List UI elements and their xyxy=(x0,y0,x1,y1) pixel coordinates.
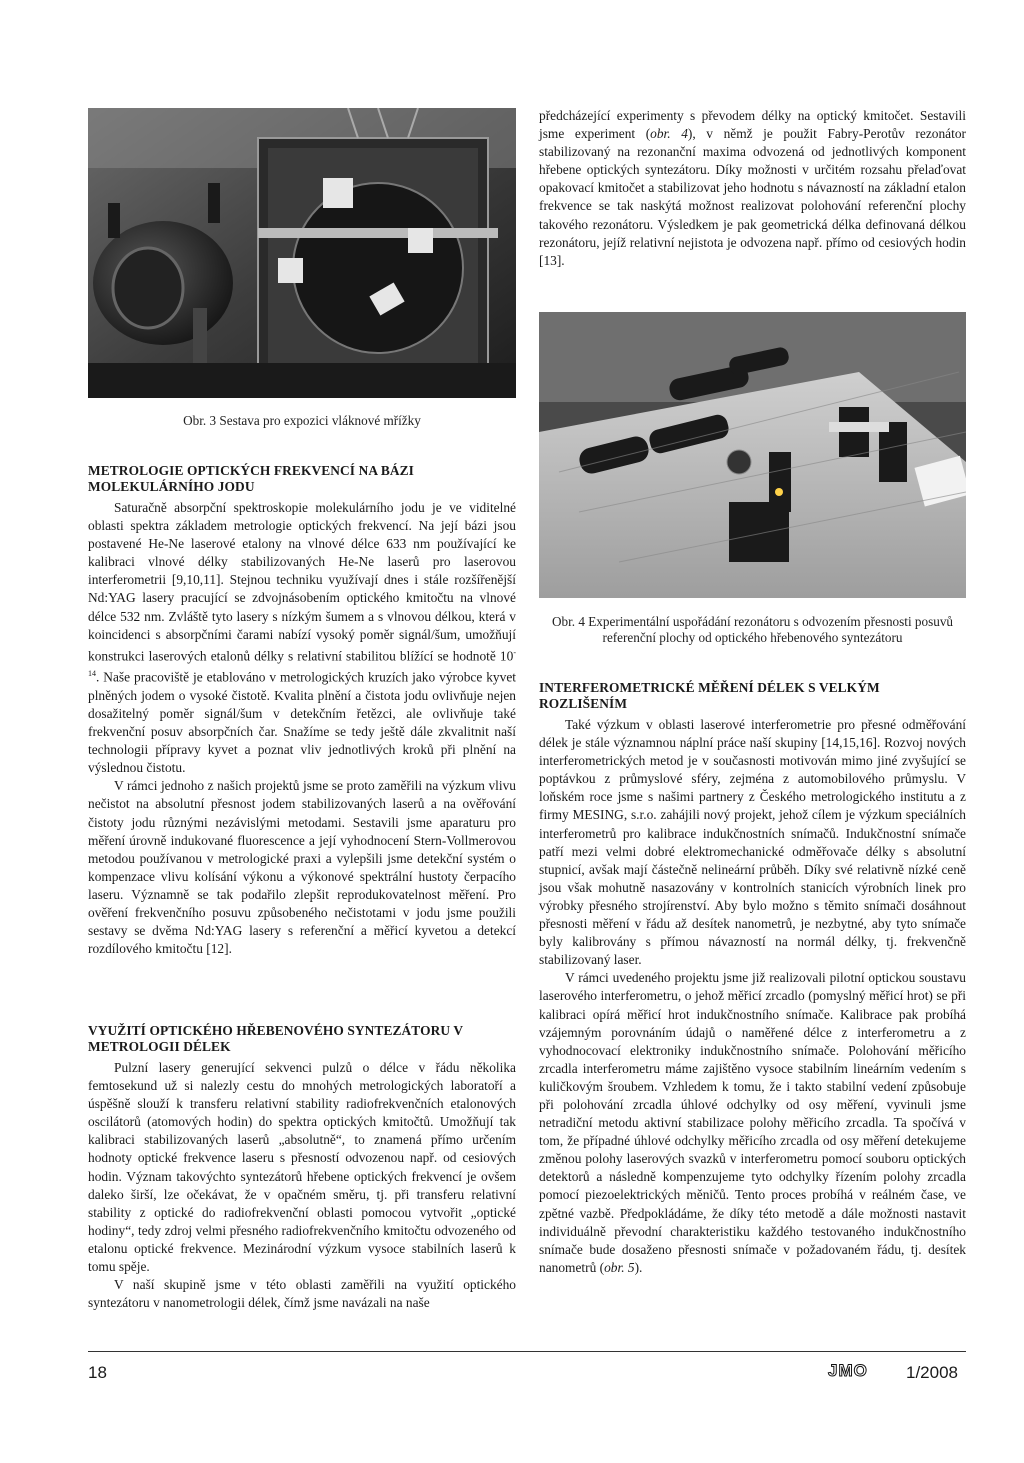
paragraph: Pulzní lasery generující sekvenci pulzů o délce v řádu několika femtosekund už si nalezly cestu do mnohých metrologických laboratoří a úspěšně slouží k transferu relativní stability radiofrekvenčních etalonových oscilátorů (atomových hodin) do spektra optických kmitočtů. Umožňují tak kalibraci stabilizovaných laserů „absolutně“, to znamená přímo určením hodnoty optické frekvence laseru s přesností odvozenou např. od cesiových hodin. Význam takovýchto syntezátorů hřebene optických frekvencí je ovšem daleko širší, lze očekávat, že v opačném směru, tj. při transferu relativní stability z optické do radiofrekvenční oblasti pomocou vytvořit „optické hodiny“, tedy zdroj velmi přesného radiofrekvenčního kmitočtu odvozeného od etalonu optické frekvence. Mezinárodní výzkum vysoce stabilních laserů k tomu spěje. xyxy=(88,1060,516,1275)
page-number: 18 xyxy=(88,1363,107,1382)
section-heading-iodine: METROLOGIE OPTICKÝCH FREKVENCÍ NA BÁZI MOLEKULÁRNÍHO JODU xyxy=(88,463,414,494)
section-heading-interferometry: INTERFEROMETRICKÉ MĚŘENÍ DÉLEK S VELKÝM ROZLIŠENÍM xyxy=(539,680,880,711)
section-heading-comb: VYUŽITÍ OPTICKÉHO HŘEBENOVÉHO SYNTEZÁTORU V METROLOGII DÉLEK xyxy=(88,1023,463,1054)
superscript: -14 xyxy=(88,647,516,679)
section-body-comb-continued xyxy=(539,107,966,270)
paragraph-text: předcházející experimenty s převodem délky na optický kmitočet. Sestavili jsme experiment ( xyxy=(539,108,966,142)
paragraph-text: ). xyxy=(634,1259,643,1275)
paragraph xyxy=(88,499,516,777)
journal-logo: JMO xyxy=(828,1361,868,1380)
paragraph: V naší skupině jsme v této oblasti zaměřili na využití optického syntezátoru v nanometrologii délek, čímž jsme navázali na naše xyxy=(88,1277,516,1311)
figure-reference: obr. 5 xyxy=(604,1259,635,1275)
paragraph-text: Saturačně absorpční spektroskopie molekulárního jodu je ve viditelné oblasti spektra základem metrologie optických frekvencí. Na její bázi jsou postavené He-Ne laserové etalony na vlnové délce 633 nm používající ke kalibraci vlnové délky stabilizovaných He-Ne laserů pro laserovou interferometrii [9,10,11]. Stejnou techniku využívají dnes i stále rozšířenější Nd:YAG lasery pracující se zdvojnásobením optického kmitočtu na vlnové délce 532 nm. Zvláště tyto lasery s nízkým šumem a s vlnovou délkou, která v koincidenci s absorpčními čarami nabízí vysoký poměr signál/šum, umožňují konstrukci laserových etalonů délky s relativní stabilitou blížící se hodnotě 10 xyxy=(88,500,516,664)
paragraph xyxy=(539,107,966,270)
section-body-interferometry xyxy=(539,716,966,1277)
section-body-comb xyxy=(88,1059,516,1312)
footer-rule xyxy=(88,1351,966,1352)
issue-number: 1/2008 xyxy=(906,1363,958,1382)
paragraph: Také výzkum v oblasti laserové interferometrie pro přesné odměřování délek je stále významnou náplní práce naší skupiny [14,15,16]. Rozvoj nových interferometrických metod je v současnosti motivován mimo jiné zvyšující se poptávkou z průmyslové sféry, zejména z automobilového průmyslu. V loňském roce jsme s našimi partnery z Českého metrologického institutu a z firmy MESING, s.r.o. zahájili nový projekt, jehož cílem je výzkum speciálních interferometrů pro kalibrace indukčnostních snímačů. Indukčnostní snímače patří mezi velmi dobré elektromechanické odměřovače délky s absolutní stupnicí, avšak mají částečně nelineární průběh. Díky své relativně nízké ceně jsou však mohutně nasazovány v kontrolních stanicích výrobních linek pro výrobky přesného strojírenství. Aby bylo možno s těmito snímači dosáhnout přesnosti měření v řádu až desítek nanometrů, je nezbytné, aby tyto snímače byly kalibrovány s přímou návazností na normál délky, tj. frekvenčně stabilizovaný laser. xyxy=(539,717,966,968)
figure-4-caption: Obr. 4 Experimentální uspořádání rezonátoru s odvozením přesnosti posuvů referenční plochy od optického hřebenového syntezátoru xyxy=(551,614,954,645)
figure-3-caption: Obr. 3 Sestava pro expozici vláknové mřížky xyxy=(183,413,421,428)
figure-3-photo xyxy=(88,108,516,398)
paragraph xyxy=(539,969,966,1277)
figure-4-photo xyxy=(539,312,966,598)
figure-reference: obr. 4 xyxy=(650,126,688,142)
paragraph-text: ), v němž je použit Fabry-Perotův rezonátor stabilizovaný na rezonanční maxima odvozená od jednotlivých komponent hřebene optických syntezátoru. Díky možnosti v určitém rozsahu přelaďovat opakovací kmitočet a stabilizovat jeho hodnotu s návazností na základní etalon frekvence se tak naskýtá možnost realizovat polohování referenční plochy takového rezonátoru. Výsledkem je pak geometrická délka definovaná délkou rezonátoru, jejíž relativní nejistota je odvozena např. přímo od cesiových hodin [13]. xyxy=(539,126,966,268)
paragraph-text: . Naše pracoviště je etablováno v metrologických kruzích jako výrobce kyvet plněných jodem o vysoké čistotě. Kvalita plnění a čistota jodu ovlivňuje nejen dosažitelný poměr signál/šum v detekčním řetězci, ale ovlivňuje také frekvenční posuv absorpčních čar. Snažíme se tedy ještě dále zkvalitnit naší technologii přípravy kyvet a poznat vliv jednotlivých kroků při plnění na výslednou čistotu. xyxy=(88,669,516,776)
paragraph: V rámci jednoho z našich projektů jsme se proto zaměřili na výzkum vlivu nečistot na absolutní přesnost jodem stabilizovaných laserů a na ověřování čistoty jodu různými nezávislými metodami. Sestavili jsme aparaturu pro měření úrovně indukované fluorescence a její vyhodnocení Stern-Vollmerovou metodou používanou v metrologické praxi a vylepšili jsme detekční systém o kompenzace vlivu kolísání výkonu a výkonové spektrální hustoty čerpacího laseru. Významně se tak podařilo zlepšit reprodukovatelnost měření. Pro ověření frekvenčního posuvu způsobeného nečistotami v jodu jsme použili sestavy se dvěma Nd:YAG lasery s referenční a měřicí kyvetou a detekcí rozdílového kmitočtu [12]. xyxy=(88,778,516,957)
paragraph-text: V rámci uvedeného projektu jsme již realizovali pilotní optickou soustavu laserového interferometru, o jehož měřicí zrcadlo (pomyslný měřicí hrot) se při kalibraci opírá měřicí hrot indukčnostního snímače. Kalibrace pak probíhá vzájemným porovnáním údajů o naměřené délce z interferometru a z vyhodnocovací elektroniky indukčnostního snímače. Polohování měřicího zrcadla interferometru máme zajištěno vysoce stabilním lineárním vedením s kuličkovým šroubem. Vzhledem k tomu, že i takto stabilní vedení způsobuje při polohování zrcadla úhlové odchylky od osy měření, vyvinuli jsme netradiční metodu aktivní stabilizace polohy měřicího zrcadla. Ta spočívá v tom, že případné úhlové odchylky měřicího zrcadla od osy měření detekujeme změnou polohy laserových svazků v interferometru pomocí souboru optických detektorů a následně kompenzujeme tyto odchylky řízením polohy zrcadla pomocí piezoelektrických měničů. Tento proces probíhá v reálném čase, ve zpětné vazbě. Předpokládáme, že díky této metodě a dále možnosti nastavit individuálně převodní charakteristiku každého testovaného indukčnostního snímače bude dosaženo přesnosti snímače v požadovaném řádu, tj. desítek nanometrů ( xyxy=(539,970,966,1275)
section-body-iodine xyxy=(88,499,516,958)
